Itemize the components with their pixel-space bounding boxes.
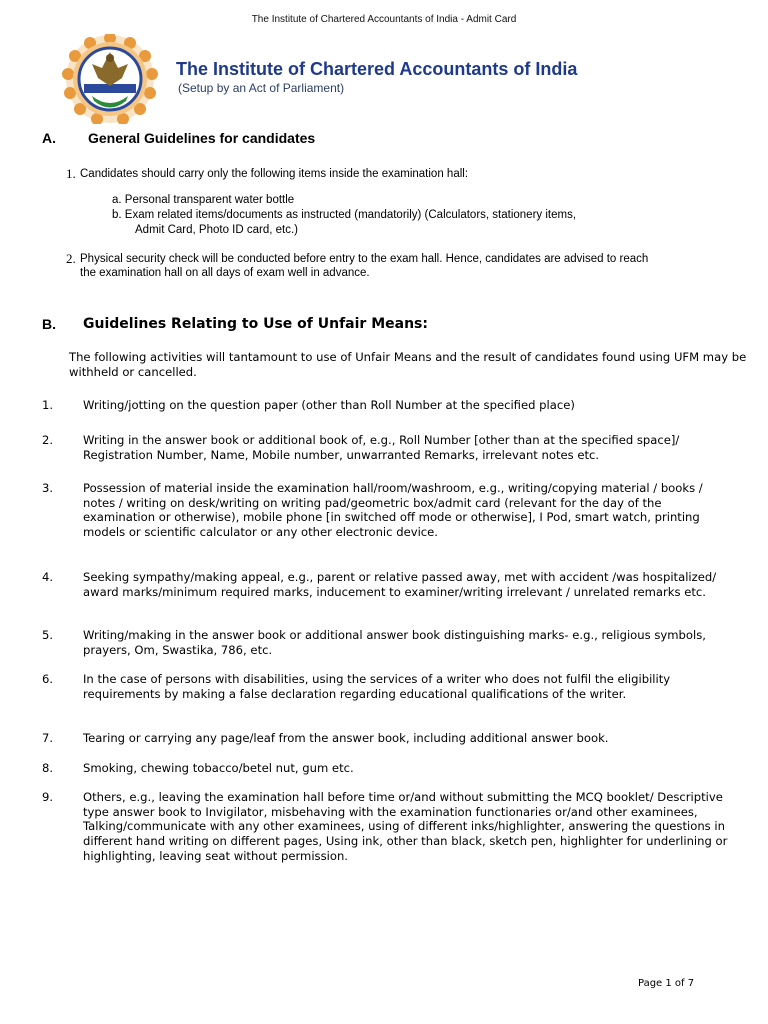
section-a-letter: A. [42,130,56,146]
section-a-item-2-line2: the examination hall on all days of exam well in advance. [80,267,370,279]
ufm-rule-number: 4. [42,570,54,584]
ufm-rule-text: Writing/jotting on the question paper (other than Roll Number at the specified place) [83,398,575,412]
ufm-rule-text: Writing/making in the answer book or additional answer book distinguishing marks- e.g., religious symbols, prayers, Om, Swastika, 786, etc. [83,628,706,657]
ufm-rule-number: 5. [42,628,54,642]
section-a-item-2-line1: Physical security check will be conducted before entry to the exam hall. Hence, candidates are advised to reach [80,253,649,265]
icai-emblem-logo [62,34,158,124]
ufm-rule-number: 1. [42,398,54,412]
ufm-rule-text: In the case of persons with disabilities, using the services of a writer who does not fulfil the eligibility requirements by making a false declaration regarding educational qualifications of the writer. [83,672,671,701]
institute-name: The Institute of Chartered Accountants of India [176,59,578,79]
section-b-intro: The following activities will tantamount to use of Unfair Means and the result of candidates found using UFM may be withheld or cancelled. [69,350,747,379]
ufm-rule-text: Possession of material inside the examination hall/room/washroom, e.g., writing/copying material / books / notes / writing on desk/writing on writing pad/geometric box/admit card (relevant for the day of the examination or otherwise), mobile phone [in switched off mode or otherwise], I Pod, smart watch, printing models or scientific calculator or any other electronic device. [83,481,703,540]
section-a-item-2-number: 2. [66,251,76,266]
ufm-rule-text: Others, e.g., leaving the examination hall before time or/and without submitting the MCQ booklet/ Descriptive type answer book to Invigilator, misbehaving with the examination functionaries or/and other examinees, Talking/communicate with any other examinees, using of different inks/highlighter, answering the questions in different hand writing on different pages, Using ink, other than black, sketch pen, highlighter for underlining or highlighting, leaving seat without permission. [83,790,728,863]
section-a-item-1-text: Candidates should carry only the following items inside the examination hall: [80,168,469,180]
institute-subtitle: (Setup by an Act of Parliament) [178,81,345,95]
section-b-letter: B. [42,316,56,332]
section-a-item-1-sub-b-line2: Admit Card, Photo ID card, etc.) [135,224,298,236]
ufm-rule-text: Smoking, chewing tobacco/betel nut, gum etc. [83,761,354,775]
section-a-item-1-sub-b-line1: b. Exam related items/documents as instructed (mandatorily) (Calculators, stationery items, [112,209,577,221]
ufm-rule-text: Writing in the answer book or additional book of, e.g., Roll Number [other than at the specified space]/ Registration Number, Name, Mobile number, unwarranted Remarks, irrelevant notes etc. [83,433,680,462]
section-b-title: Guidelines Relating to Use of Unfair Means: [83,316,428,332]
section-a-item-1-sub-a: a. Personal transparent water bottle [112,194,295,206]
ufm-rule-text: Seeking sympathy/making appeal, e.g., parent or relative passed away, met with accident /was hospitalized/ award marks/minimum required marks, inducement to examiner/writing irrelevant / unrelated remarks etc. [83,570,717,599]
ufm-rule-number: 7. [42,731,54,745]
ufm-rule-number: 6. [42,672,54,686]
ufm-rule-number: 3. [42,481,54,495]
section-a-title: General Guidelines for candidates [88,130,316,146]
page-number: Page 1 of 7 [638,978,695,989]
ufm-rule-number: 8. [42,761,54,775]
ufm-rule-text: Tearing or carrying any page/leaf from the answer book, including additional answer book. [83,731,609,745]
ufm-rule-number: 9. [42,790,54,804]
ufm-rule-number: 2. [42,433,54,447]
running-header: The Institute of Chartered Accountants of India - Admit Card [251,14,517,25]
section-a-item-1-number: 1. [66,166,76,181]
